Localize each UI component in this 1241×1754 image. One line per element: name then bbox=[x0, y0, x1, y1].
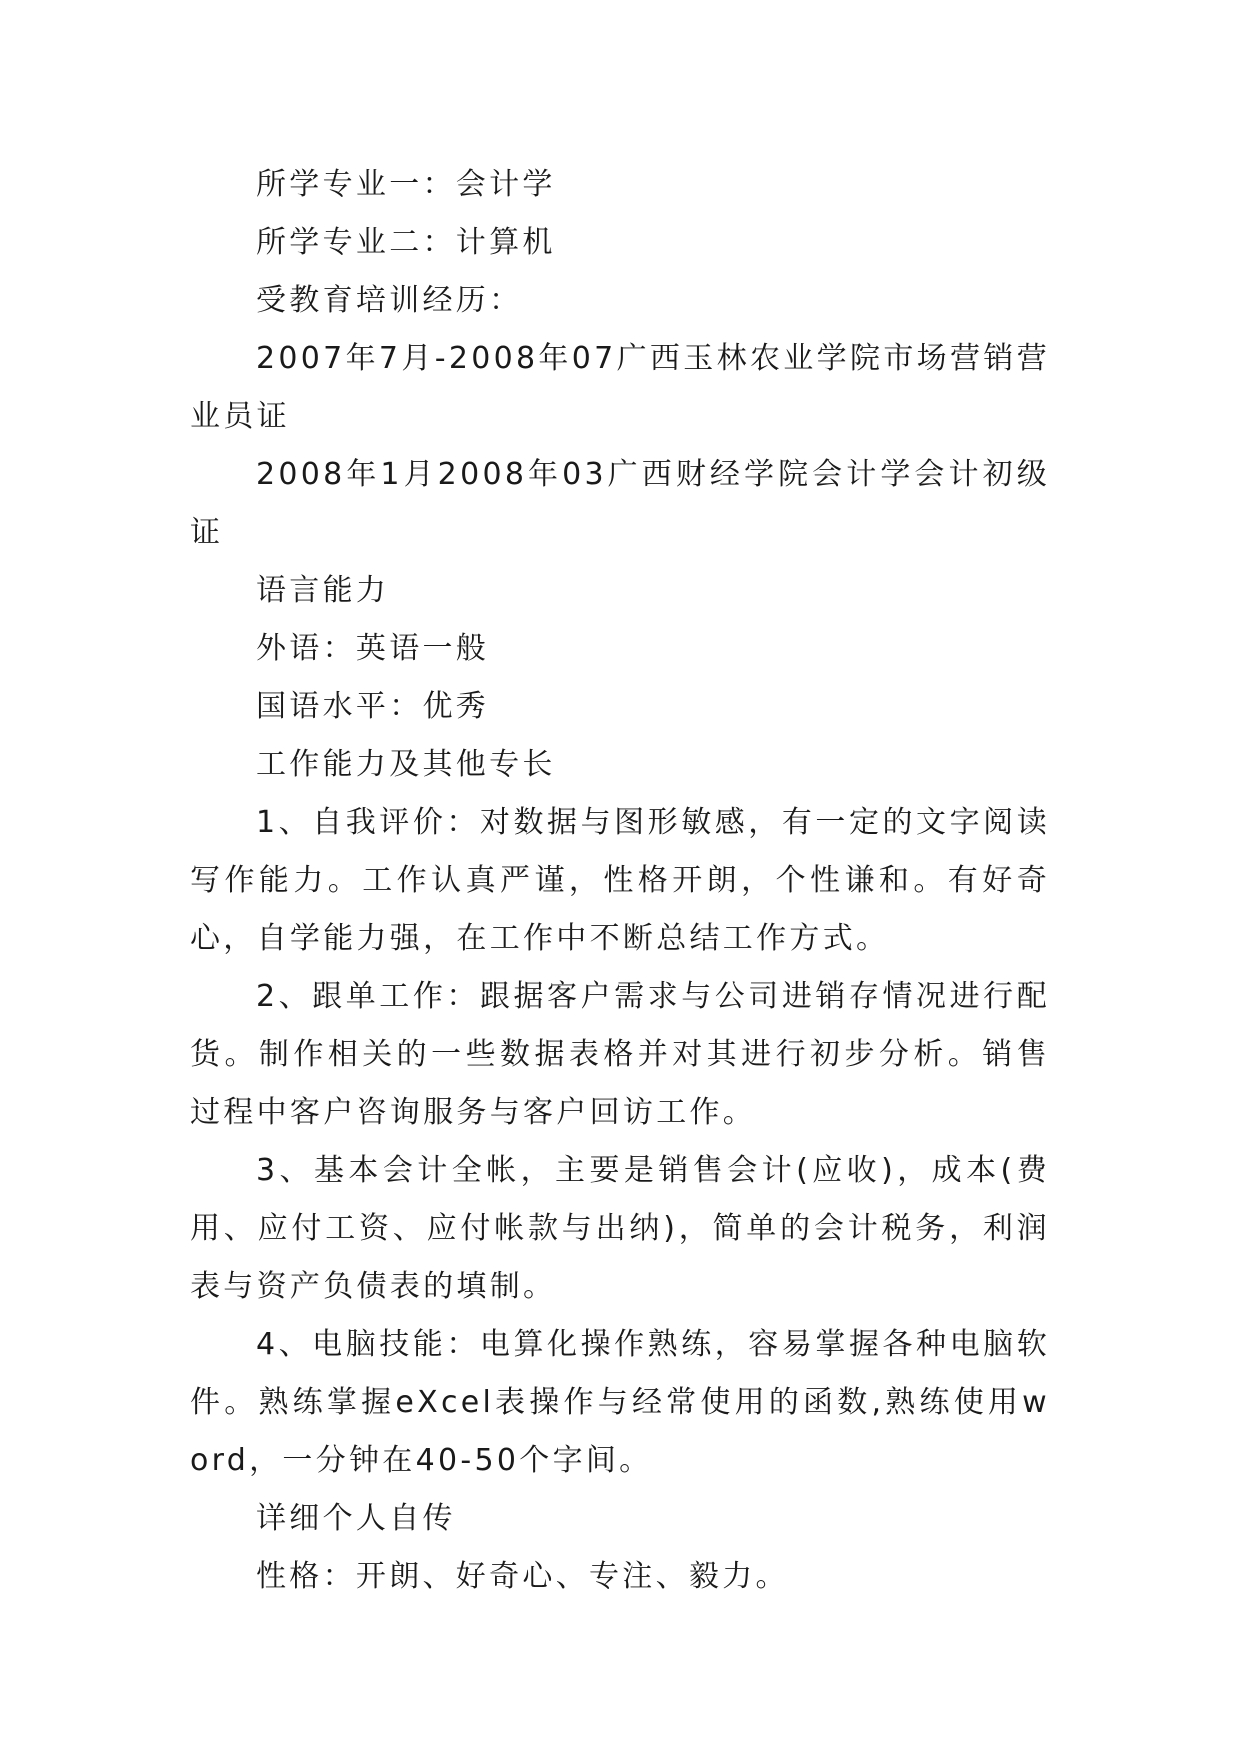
paragraph-education-item-2: 2008年1月2008年03广西财经学院会计学会计初级证 bbox=[190, 457, 1050, 550]
paragraph-self-evaluation: 1、自我评价：对数据与图形敏感，有一定的文字阅读写作能力。工作认真严谨，性格开朗，个性谦和。有好奇心，自学能力强，在工作中不断总结工作方式。 bbox=[190, 805, 1050, 956]
paragraph-order-follow-up: 2、跟单工作：跟据客户需求与公司进销存情况进行配货。制作相关的一些数据表格并对其进行初步分析。销售过程中客户咨询服务与客户回访工作。 bbox=[190, 979, 1050, 1130]
paragraph-education-heading: 受教育培训经历： bbox=[256, 283, 523, 318]
paragraph-education-item-1: 2007年7月-2008年07广西玉林农业学院市场营销营业员证 bbox=[190, 341, 1050, 434]
paragraph-computer-skills: 4、电脑技能：电算化操作熟练，容易掌握各种电脑软件。熟练掌握eXcel表操作与经常使用的函数,熟练使用word，一分钟在40-50个字间。 bbox=[190, 1327, 1050, 1478]
paragraph-major-one: 所学专业一：会计学 bbox=[256, 167, 556, 202]
paragraph-language-heading: 语言能力 bbox=[256, 573, 390, 608]
paragraph-foreign-language: 外语：英语一般 bbox=[256, 631, 490, 666]
paragraph-skills-heading: 工作能力及其他专长 bbox=[256, 747, 556, 782]
paragraph-accounting: 3、基本会计全帐，主要是销售会计(应收)，成本(费用、应付工资、应付帐款与出纳)，简单的会计税务，利润表与资产负债表的填制。 bbox=[190, 1153, 1050, 1304]
paragraph-personality: 性格：开朗、好奇心、专注、毅力。 bbox=[256, 1559, 789, 1594]
paragraph-mandarin-level: 国语水平：优秀 bbox=[256, 689, 490, 724]
document-body bbox=[190, 156, 1050, 1606]
paragraph-autobiography-heading: 详细个人自传 bbox=[256, 1501, 456, 1536]
paragraph-major-two: 所学专业二：计算机 bbox=[256, 225, 556, 260]
